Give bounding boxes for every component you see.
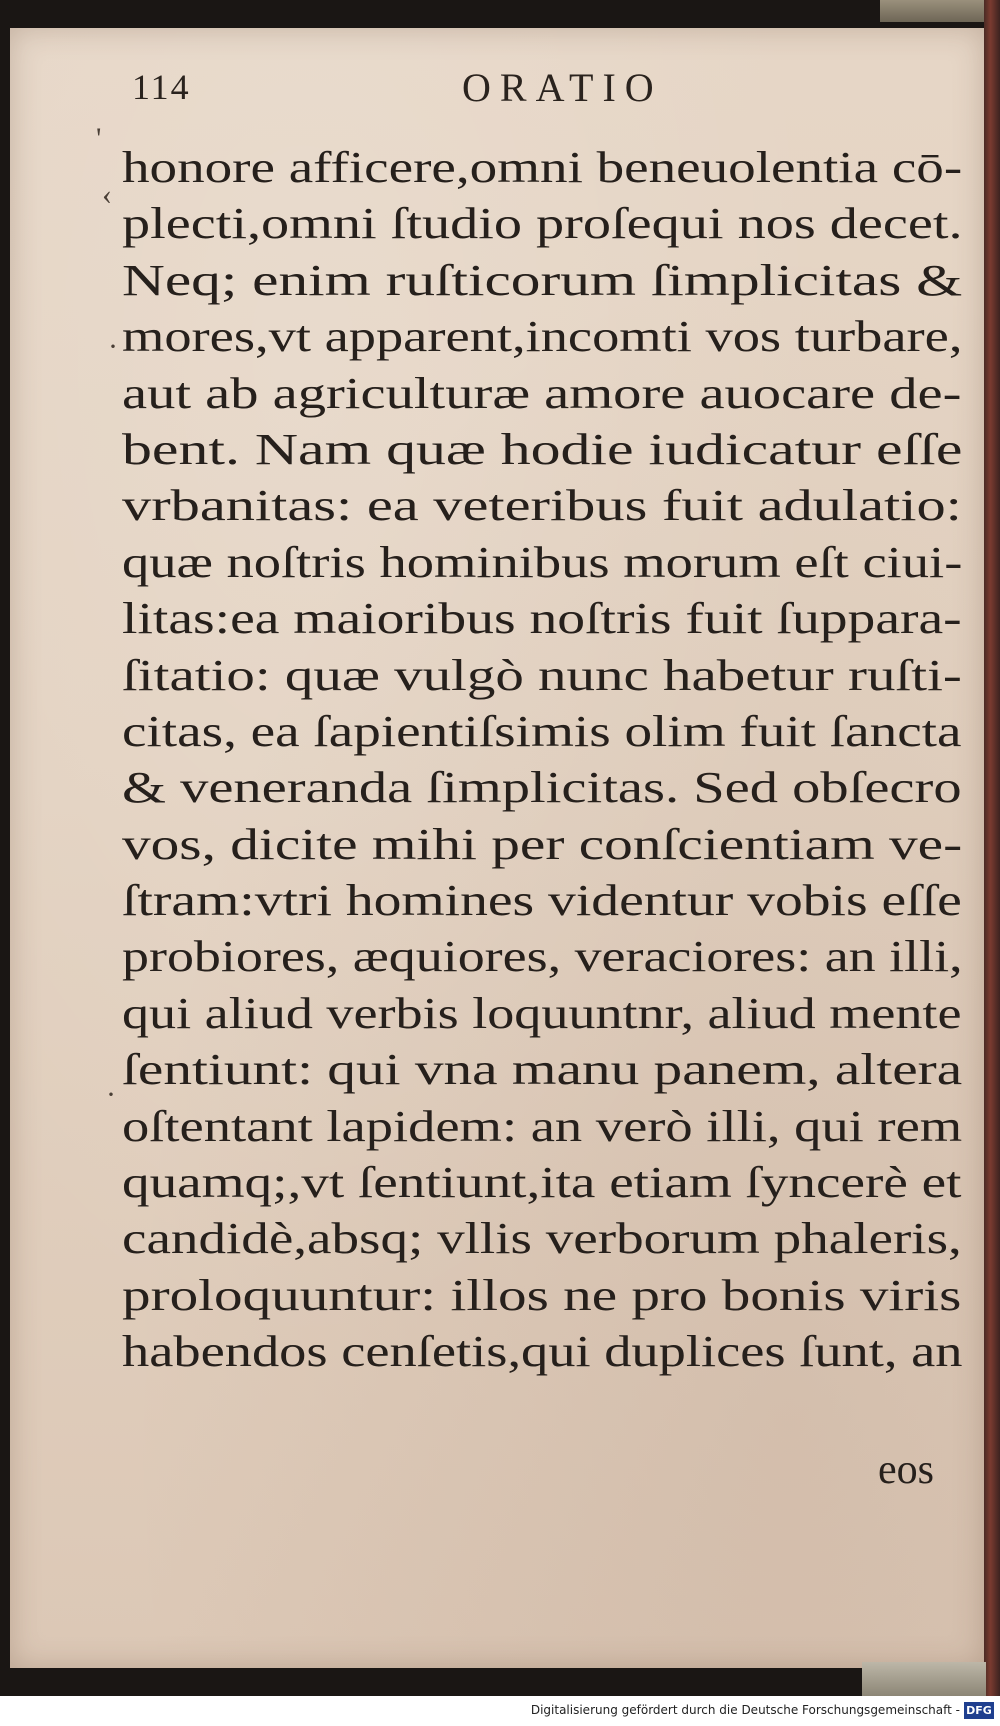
catchword: eos — [878, 1447, 934, 1493]
page-tab-bottom — [862, 1662, 986, 1696]
text-line: bent. Nam quæ hodie iudicatur eſſe — [122, 424, 963, 474]
text-line: ſentiunt: qui vna manu panem, altera — [122, 1045, 963, 1095]
dfg-logo-icon: DFG — [964, 1702, 994, 1719]
text-line: vos, dicite mihi per conſcientiam ve- — [122, 819, 963, 869]
text-line: ſitatio: quæ vulgò nunc habetur ruſti- — [122, 650, 962, 700]
text-line: aut ab agriculturæ amore auocare de- — [122, 368, 962, 418]
text-line: probiores, æquiores, veraciores: an illi, — [122, 932, 963, 982]
text-line: proloquuntur: illos ne pro bonis viris — [122, 1270, 962, 1320]
text-line: oſtentant lapidem: an verò illi, qui rem — [122, 1101, 963, 1151]
text-line: habendos cenſetis,qui duplices ſunt, an — [122, 1327, 963, 1377]
page-header — [10, 60, 984, 120]
text-line: & veneranda ſimplicitas. Sed obſecro — [122, 763, 962, 813]
margin-mark: ‹ — [102, 178, 112, 211]
page-tab-top — [880, 0, 986, 22]
text-line: vrbanitas: ea veteribus fuit adulatio: — [122, 481, 962, 531]
text-line: quamq;,vt ſentiunt,ita etiam ſyncerè et — [122, 1158, 962, 1208]
text-line: quæ noſtris hominibus morum eſt ciui- — [122, 537, 963, 587]
digitization-footer — [0, 1696, 1000, 1726]
text-line: candidè,absq; vllis verborum phaleris, — [122, 1214, 962, 1264]
text-line: Neq; enim ruſticorum ſimplicitas & — [122, 255, 963, 305]
margin-mark: · — [108, 330, 118, 363]
page-number: 114 — [132, 67, 191, 107]
margin-mark: ' — [96, 122, 102, 155]
text-line: citas, ea ſapientiſsimis olim fuit ſancta — [122, 706, 962, 756]
text-line: mores,vt apparent,incomti vos turbare, — [122, 312, 963, 362]
text-line: ſtram:vtri homines videntur vobis eſſe — [122, 876, 962, 926]
text-line: qui aliud verbis loquuntnr, aliud mente — [122, 988, 962, 1038]
margin-mark: · — [106, 1078, 116, 1111]
text-line: litas:ea maioribus noſtris fuit ſuppara- — [122, 594, 962, 644]
text-line: honore afficere,omni beneuolentia cō- — [122, 143, 963, 192]
body-text — [122, 140, 962, 1381]
funding-credit: Digitalisierung gefördert durch die Deutsche Forschungsgemeinschaft - — [530, 1703, 960, 1717]
running-title: ORATIO — [462, 65, 663, 110]
book-page — [10, 28, 984, 1668]
text-line: plecti,omni ſtudio proſequi nos decet. — [122, 199, 963, 249]
